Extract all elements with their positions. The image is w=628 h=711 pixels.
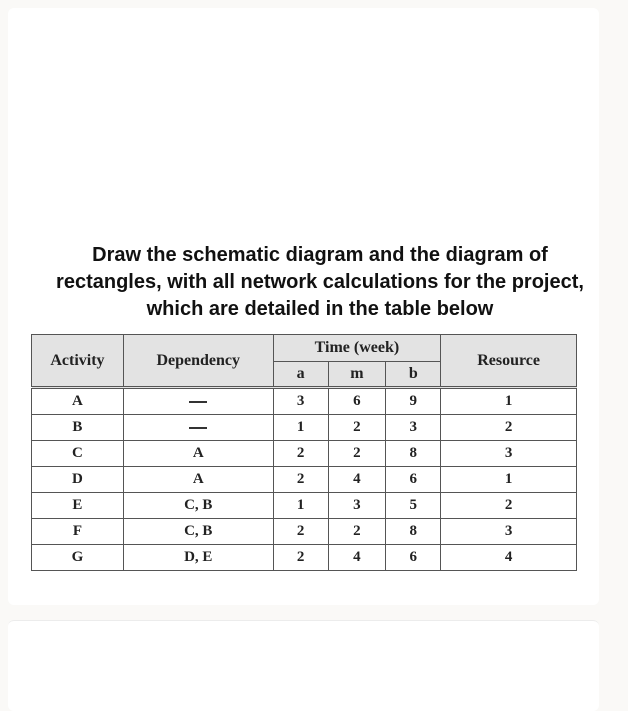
cell-resource: 1 [441, 388, 577, 415]
cell-resource: 1 [441, 467, 577, 493]
cell-time-a: 2 [273, 519, 328, 545]
question-line-3: which are detailed in the table below [146, 298, 494, 320]
dash-icon [189, 401, 207, 403]
question-text [20, 240, 620, 323]
cell-time-m: 2 [328, 441, 386, 467]
table-row [32, 467, 577, 493]
cell-time-b: 9 [386, 388, 441, 415]
cell-dependency: A [123, 441, 273, 467]
activity-table [31, 334, 577, 571]
table-row [32, 519, 577, 545]
header-time: Time (week) [273, 335, 441, 362]
cell-dependency: C, B [123, 519, 273, 545]
cell-dependency: D, E [123, 545, 273, 571]
cell-time-b: 6 [386, 545, 441, 571]
problem-statement [20, 240, 620, 565]
cell-time-m: 2 [328, 415, 386, 441]
dash-icon [189, 427, 207, 429]
question-line-1: Draw the schematic diagram and the diagram of [92, 244, 548, 266]
table-row [32, 388, 577, 415]
cell-time-a: 3 [273, 388, 328, 415]
header-dependency: Dependency [123, 335, 273, 388]
lower-card [8, 620, 599, 711]
cell-resource: 2 [441, 415, 577, 441]
cell-resource: 2 [441, 493, 577, 519]
cell-time-b: 8 [386, 519, 441, 545]
cell-dependency [123, 388, 273, 415]
cell-time-a: 1 [273, 415, 328, 441]
header-activity: Activity [32, 335, 124, 388]
header-resource: Resource [441, 335, 577, 388]
table-row [32, 441, 577, 467]
cell-time-a: 2 [273, 441, 328, 467]
header-time-m: m [328, 362, 386, 388]
cell-activity: D [32, 467, 124, 493]
cell-time-b: 6 [386, 467, 441, 493]
cell-time-m: 4 [328, 467, 386, 493]
cell-dependency [123, 415, 273, 441]
cell-time-m: 2 [328, 519, 386, 545]
header-time-b: b [386, 362, 441, 388]
table-row [32, 493, 577, 519]
cell-time-a: 2 [273, 467, 328, 493]
cell-activity: G [32, 545, 124, 571]
cell-time-a: 1 [273, 493, 328, 519]
cell-resource: 4 [441, 545, 577, 571]
cell-time-b: 3 [386, 415, 441, 441]
cell-time-m: 3 [328, 493, 386, 519]
cell-time-a: 2 [273, 545, 328, 571]
cell-activity: C [32, 441, 124, 467]
cell-resource: 3 [441, 519, 577, 545]
cell-time-m: 4 [328, 545, 386, 571]
cell-activity: A [32, 388, 124, 415]
table-row [32, 415, 577, 441]
cell-dependency: A [123, 467, 273, 493]
header-time-a: a [273, 362, 328, 388]
cell-time-m: 6 [328, 388, 386, 415]
cell-resource: 3 [441, 441, 577, 467]
cell-activity: B [32, 415, 124, 441]
question-line-2: rectangles, with all network calculations for the project, [56, 271, 584, 293]
cell-dependency: C, B [123, 493, 273, 519]
cell-time-b: 5 [386, 493, 441, 519]
cell-activity: F [32, 519, 124, 545]
cell-activity: E [32, 493, 124, 519]
cell-time-b: 8 [386, 441, 441, 467]
table-row [32, 545, 577, 571]
